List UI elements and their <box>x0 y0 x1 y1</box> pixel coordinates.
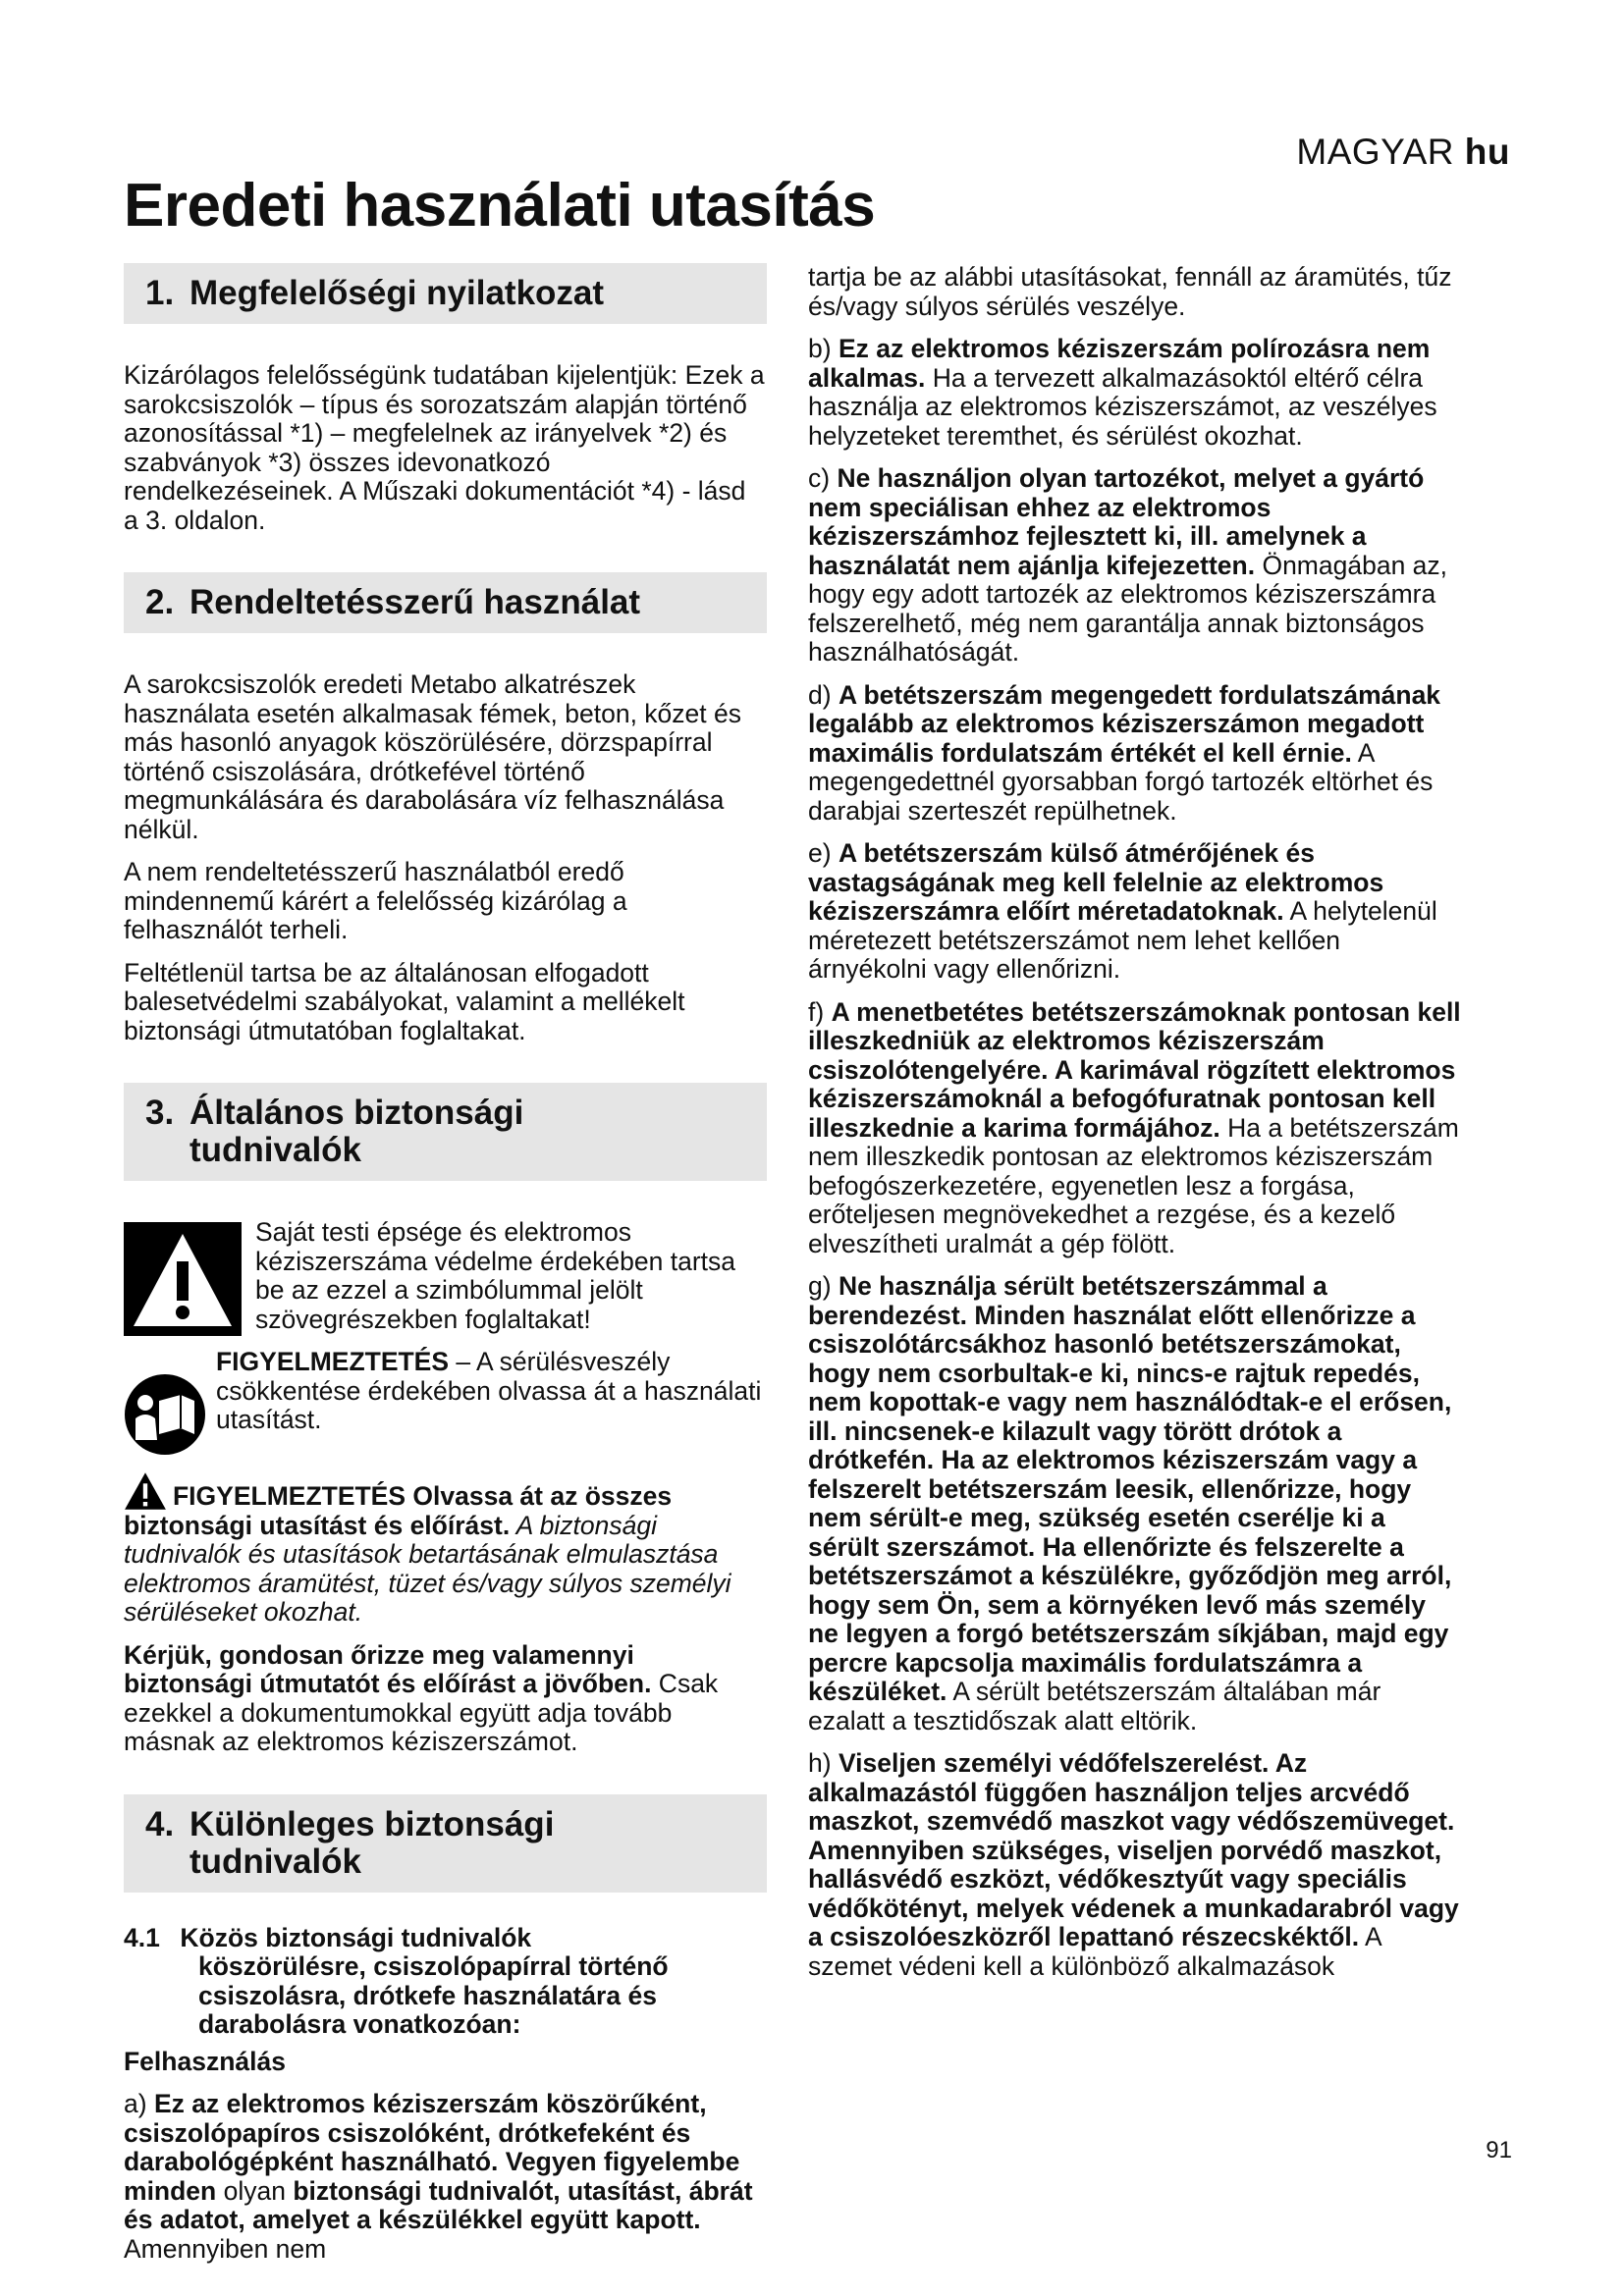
language-code: hu <box>1464 132 1510 172</box>
item-b-bold: Ez az elektromos kéziszerszám polírozásra nem alkalmas. <box>808 334 1431 393</box>
declaration-paragraph: Kizárólagos felelősségünk tudatában kijelentjük: Ezek a sarokcsiszolók – típus és sorozatszám alapján történő azonosítással *1) – megfelelnek az irányelvek *2) és szabványok *3) összes idevonatkozó rendelkezéseinek. A Műszaki dokumentációt *4) - lásd a 3. oldalon. <box>124 360 765 535</box>
language-indicator <box>1296 132 1510 173</box>
usage-heading: Felhasználás <box>124 2046 286 2076</box>
keep-instructions-paragraph <box>124 1641 767 1757</box>
language-name: MAGYAR <box>1296 132 1455 172</box>
item-b-label: b) <box>808 334 839 363</box>
liability-paragraph: A nem rendeltetésszerű használatból eredő mindennemű kárért a felelősség kizárólag a felhasználót terheli. <box>124 857 627 944</box>
continued-paragraph: tartja be az alábbi utasításokat, fennáll az áramütés, tűz és/vagy súlyos sérülés veszélye. <box>808 262 1452 321</box>
item-c <box>808 464 1461 667</box>
read-manual-text <box>216 1348 767 1435</box>
section-2-heading <box>124 572 767 633</box>
item-f-bold: A menetbetétes betétszerszámoknak pontosan kell illeszkedniük az elektromos kéziszerszám csiszolótengelyére. A karimával rögzített elektromos kéziszerszámoknál a befogófuratnak pontosan kell illeszkednie a karima formájához. <box>808 996 1461 1143</box>
section-title-line2: tudnivalók <box>189 1842 362 1881</box>
section-title: Megfelelőségi nyilatkozat <box>189 274 605 312</box>
item-f-text: Ha a betétszerszám nem illeszkedik pontosan az elektromos kéziszerszám befogószerkezetére, egyenetlen lesz a forgása, erőteljesen megnövekedhet a rezgése, és a kezelő elveszítheti uralmát a gép fölött. <box>808 1112 1459 1258</box>
item-a-bold-1: Ez az elektromos kéziszerszám köszörűként, csiszolópapíros csiszolóként, drótkefeként és darabológépként használható. Vegyen figyelembe minden <box>124 2089 740 2206</box>
item-e-label: e) <box>808 838 839 868</box>
item-c-bold: Ne használjon olyan tartozékot, melyet a gyártó nem speciálisan ehhez az elektromos kéziszerszámhoz fejlesztett ki, ill. amelynek a használatát nem ajánlja kifejezetten. <box>808 463 1425 580</box>
intended-use-paragraph: A sarokcsiszolók eredeti Metabo alkatrészek használata esetén alkalmasak fémek, beton, kőzet és más hasonló anyagok köszörülésére, dörzspapírral történő csiszolására, drótkefével történő megmunkálására és darabolására víz felhasználása nélkül. <box>124 669 741 844</box>
item-h <box>808 1749 1461 1981</box>
read-manual-warning <box>124 1348 767 1456</box>
accident-prevention-paragraph: Feltétlenül tartsa be az általánosan elfogadott balesetvédelmi szabályokat, valamint a mellékelt biztonsági útmutatóban foglaltakat. <box>124 957 685 1045</box>
keep-text: Csak ezekkel a dokumentumokkal együtt adja tovább másnak az elektromos kéziszerszámot. <box>124 1669 719 1756</box>
item-e <box>808 839 1461 985</box>
small-warning-icon <box>124 1471 167 1511</box>
item-g-text: A sérült betétszerszám általában már ezalatt a tesztidőszak alatt eltörik. <box>808 1677 1381 1735</box>
item-g-bold: Ne használja sérült betétszerszámmal a berendezést. Minden használat előtt ellenőrizze a csiszolótárcsákhoz hasonló betétszerszámokat, hogy nem csorbultak-e ki, nincs-e rajtuk repedés, nem kopottak-e vagy nem használódtak-e el erősen, ill. nincsenek-e kilazult vagy törött drótok a drótkefén. Ha az elektromos kéziszerszám vagy a felszerelt betétszerszám leesik, ellenőrizze, hogy nem sérült-e meg, szükség esetén cserélje ki a sérült szerszámot. Ha ellenőrizte és felszerelte a betétszerszámot a készülékre, győződjön meg arról, hogy sem Ön, sem a környéken levő más személy ne legyen a forgó betétszerszám síkjában, majd egy percre kapcsolja maximális fordulatszámra a készüléket. <box>808 1271 1452 1706</box>
item-e-text: A helytelenül méretezett betétszerszámot nem lehet kellően árnyékolni vagy ellenőrizni. <box>808 896 1437 984</box>
warning-italic-text: A biztonsági tudnivalók és utasítások betartásának elmulasztása elektromos áramütést, tüzet és/vagy súlyos személyi sérüléseket okozhat. <box>124 1510 731 1627</box>
section-title-line2: tudnivalók <box>189 1131 362 1169</box>
item-f-label: f) <box>808 996 832 1027</box>
warning-label: FIGYELMEZTETÉS <box>216 1347 450 1376</box>
item-c-label: c) <box>808 463 838 493</box>
read-manual-icon <box>124 1373 206 1456</box>
page-number: 91 <box>1486 2137 1512 2163</box>
item-d-text: A megengedettnél gyorsabban forgó tartozék eltörhet és darabjai szerteszét repülhetnek. <box>808 737 1434 826</box>
item-c-text: Önmagában az, hogy egy adott tartozék az elektromos kéziszerszámra felszerelhető, még nem garantálja annak biztonságos használhatóságát. <box>808 550 1448 667</box>
section-title-line1: Általános biztonsági <box>189 1094 524 1132</box>
section-4-heading <box>124 1794 767 1893</box>
item-g <box>808 1272 1461 1735</box>
item-a-label: a) <box>124 2089 154 2118</box>
item-e-bold: A betétszerszám külső átmérőjének és vastagságának meg kell felelnie az elektromos kéziszerszámra előírt méretadatoknak. <box>808 838 1384 926</box>
subsection-number: 4.1 <box>124 1922 160 1952</box>
item-d-bold: A betétszerszám megengedett fordulatszámának legalább az elektromos kéziszerszámon megadott maximális fordulatszám értékét el kell érnie. <box>808 679 1441 768</box>
section-1-heading <box>124 263 767 324</box>
item-h-text: A szemet védeni kell a különböző alkalmazások <box>808 1922 1381 1981</box>
item-a-text-1: olyan <box>216 2175 294 2206</box>
symbol-note-text: Saját testi épsége és elektromos kéziszerszáma védelme érdekében tartsa be az ezzel a szimbólummal jelölt szövegrészekben foglaltakat! <box>255 1217 736 1334</box>
subsection-title-rest: köszörülésre, csiszolópapírral történő csiszolásra, drótkefe használatára és darabolásra vonatkozóan: <box>198 1951 669 2039</box>
item-a-bold-2: biztonsági tudnivalót, utasítást, ábrát és adatot, amelyet a készülékkel együtt kapott. <box>124 2175 753 2234</box>
section-number: 2. <box>145 583 175 621</box>
keep-bold-text: Kérjük, gondosan őrizze meg valamennyi biztonsági útmutatót és előírást a jövőben. <box>124 1639 652 1698</box>
warning-symbol-note <box>124 1218 767 1336</box>
subsection-4-1-heading <box>124 1924 767 2040</box>
item-f <box>808 998 1461 1259</box>
section-number: 3. <box>145 1094 175 1132</box>
section-3-heading <box>124 1083 767 1181</box>
item-d-label: d) <box>808 679 839 710</box>
item-g-label: g) <box>808 1271 839 1301</box>
warning-bold-text: FIGYELMEZTETÉS Olvassa át az összes biztonsági utasítást és előírást. <box>124 1481 673 1540</box>
item-a <box>124 2090 767 2264</box>
warning-text: – A sérülésveszély csökkentése érdekében olvassa át a használati utasítást. <box>216 1347 762 1434</box>
read-all-instructions-warning <box>124 1466 767 1628</box>
item-h-bold: Viseljen személyi védőfelszerelést. Az alkalmazástól függően használjon teljes arcvédő maszkot, szemvédő maszkot vagy védőszemüveget. Amennyiben szükséges, viseljen porvédő maszkot, hallásvédő eszközt, védőkesztyűt vagy speciális védőkötényt, melyek védenek a munkadarabról vagy a csiszolóeszközről lepattanó részecskéktől. <box>808 1748 1459 1951</box>
section-title: Rendeltetésszerű használat <box>189 583 641 621</box>
item-b <box>808 335 1461 451</box>
section-title-line1: Különleges biztonsági <box>189 1804 555 1843</box>
right-column <box>808 263 1461 1995</box>
section-number: 1. <box>145 274 175 312</box>
page-title: Eredeti használati utasítás <box>124 172 876 240</box>
subsection-title-line1: Közös biztonsági tudnivalók <box>180 1922 532 1952</box>
warning-triangle-icon <box>124 1222 242 1336</box>
item-a-text-2: Amennyiben nem <box>124 2233 327 2264</box>
item-b-text: Ha a tervezett alkalmazásoktól eltérő célra használja az elektromos kéziszerszámot, az veszélyes helyzeteket teremthet, és sérülést okozhat. <box>808 362 1437 451</box>
item-h-label: h) <box>808 1748 839 1778</box>
section-number: 4. <box>145 1804 175 1843</box>
left-column <box>124 263 767 2277</box>
item-d <box>808 681 1461 827</box>
